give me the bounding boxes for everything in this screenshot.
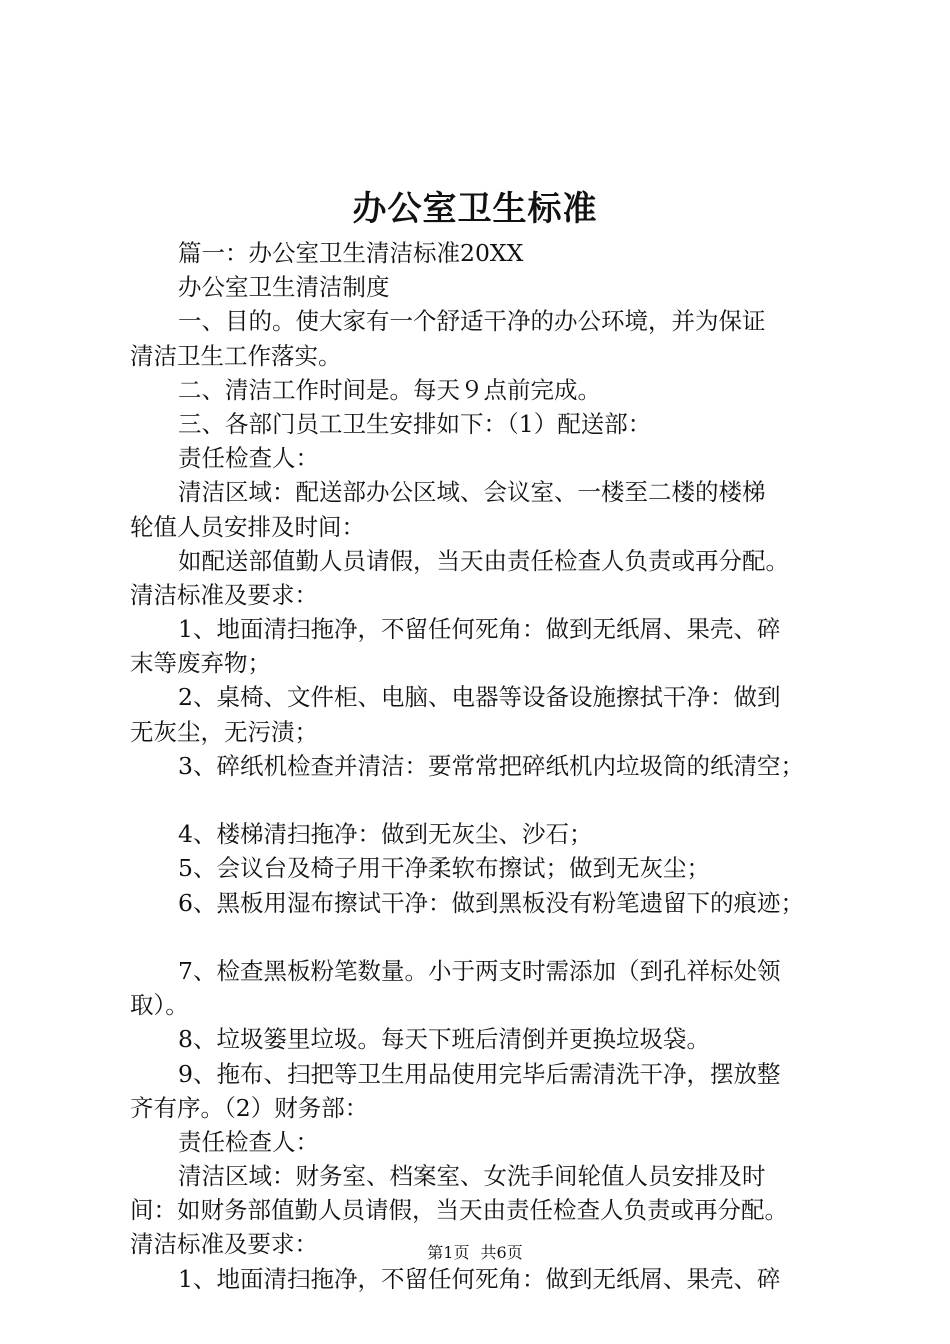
- paragraph-line: 无灰尘，无污渍；: [130, 717, 318, 746]
- paragraph-line: 9、拖布、扫把等卫生用品使用完毕后需清洗干净，摆放整: [178, 1059, 781, 1088]
- paragraph-line: 6、黑板用湿布擦试干净：做到黑板没有粉笔遗留下的痕迹；: [178, 888, 804, 917]
- paragraph-line: 办公室卫生清洁制度: [178, 273, 390, 302]
- paragraph-line: 篇一：办公室卫生清洁标准20XX: [178, 239, 524, 267]
- paragraph-line: 清洁区域：财务室、档案室、女洗手间轮值人员安排及时: [178, 1162, 766, 1191]
- blank-line: [130, 920, 850, 954]
- paragraph-line: 1、地面清扫拖净，不留任何死角：做到无纸屑、果壳、碎: [178, 1264, 781, 1293]
- paragraph-line: 4、楼梯清扫拖净：做到无灰尘、沙石；: [178, 820, 593, 849]
- paragraph-line: 7、检查黑板粉笔数量。小于两支时需添加（到孔祥标处领: [178, 956, 781, 985]
- paragraph-line: 如配送部值勤人员请假，当天由责任检查人负责或再分配。: [178, 546, 789, 575]
- paragraph-line: 齐有序。（2）财务部：: [130, 1093, 369, 1122]
- paragraph-line: 清洁标准及要求：: [130, 580, 318, 609]
- paragraph-line: 清洁标准及要求：: [130, 1230, 318, 1259]
- paragraph-line: 5、会议台及椅子用干净柔软布擦试；做到无灰尘；: [178, 854, 710, 883]
- page-number: 第1页: [427, 1243, 470, 1262]
- paragraph-line: 责任检查人：: [178, 444, 319, 473]
- paragraph-line: 2、桌椅、文件柜、电脑、电器等设备设施擦拭干净：做到: [178, 683, 781, 712]
- paragraph-line: 三、各部门员工卫生安排如下：（1）配送部：: [178, 409, 652, 438]
- page-footer: [0, 1242, 950, 1264]
- paragraph-line: 8、垃圾篓里垃圾。每天下班后清倒并更换垃圾袋。: [178, 1025, 710, 1054]
- page-total: 共6页: [480, 1243, 523, 1262]
- paragraph-line: 一、目的。使大家有一个舒适干净的办公环境，并为保证: [178, 307, 766, 336]
- paragraph-line: 责任检查人：: [178, 1127, 319, 1156]
- document-body: [130, 236, 850, 1296]
- paragraph-line: 3、碎纸机检查并清洁：要常常把碎纸机内垃圾筒的纸清空；: [178, 751, 804, 780]
- paragraph-line: 末等废弃物；: [130, 649, 271, 678]
- blank-line: [130, 783, 850, 817]
- paragraph-line: 二、清洁工作时间是。每天９点前完成。: [178, 375, 601, 404]
- document-title: 办公室卫生标准: [352, 189, 598, 229]
- paragraph-line: 清洁卫生工作落实。: [130, 341, 342, 370]
- paragraph-line: 取）。: [130, 991, 189, 1020]
- paragraph-line: 清洁区域：配送部办公区域、会议室、一楼至二楼的楼梯: [178, 478, 766, 507]
- paragraph-line: 1、地面清扫拖净，不留任何死角：做到无纸屑、果壳、碎: [178, 615, 781, 644]
- paragraph-line: 轮值人员安排及时间：: [130, 512, 365, 541]
- paragraph-line: 间：如财务部值勤人员请假，当天由责任检查人负责或再分配。: [130, 1196, 788, 1225]
